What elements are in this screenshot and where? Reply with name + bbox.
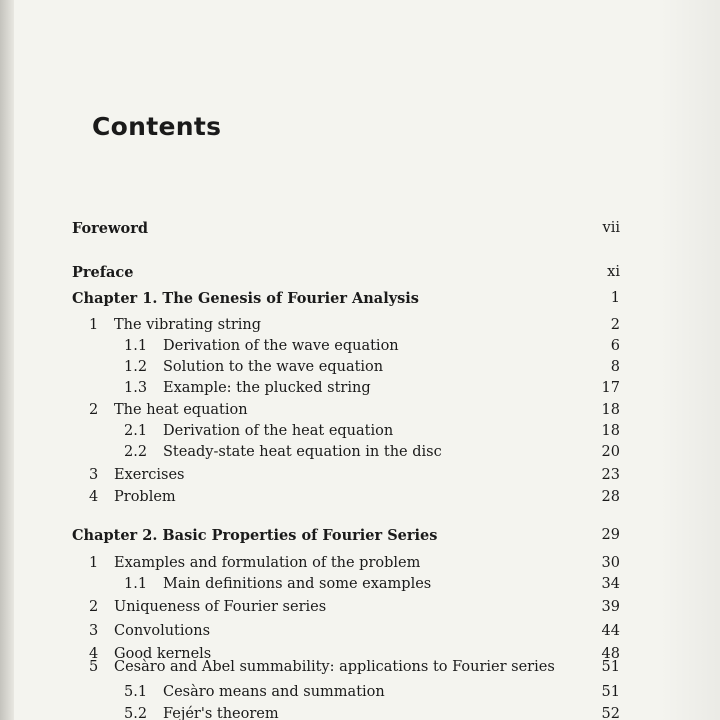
toc-entry-page: 18 [601, 423, 620, 439]
toc-entry-chapter-1 [72, 288, 620, 309]
toc-entry-title: Good kernels [114, 646, 212, 662]
toc-entry-number: 5 [89, 659, 99, 675]
toc-entry-number: 2.2 [124, 444, 148, 460]
toc-entry-section [72, 657, 620, 678]
toc-entry-title: Main definitions and some examples [163, 576, 432, 592]
toc-entry-number: 3 [89, 623, 99, 639]
toc-entry-title: Foreword [72, 220, 148, 237]
toc-entry-page: 44 [601, 623, 620, 639]
toc-entry-page: vii [602, 220, 620, 236]
toc-entry-number: 2 [89, 599, 99, 615]
toc-entry-section [72, 487, 620, 508]
toc-entry-title: Steady-state heat equation in the disc [163, 444, 442, 460]
toc-entry-title: Uniqueness of Fourier series [114, 599, 327, 615]
toc-entry-number: 1.1 [124, 338, 148, 354]
toc-entry-title: Derivation of the heat equation [163, 423, 394, 439]
book-page [14, 0, 720, 720]
toc-entry-subsection [72, 682, 620, 703]
toc-entry-foreword [72, 218, 620, 239]
toc-entry-chapter-2 [72, 525, 620, 546]
toc-entry-title: The heat equation [114, 402, 248, 418]
toc-entry-section [72, 621, 620, 642]
toc-entry-number: 1.3 [124, 380, 148, 396]
toc-entry-title: Derivation of the wave equation [163, 338, 399, 354]
toc-entry-number: 3 [89, 467, 99, 483]
toc-entry-section [72, 553, 620, 574]
toc-entry-subsection [72, 378, 620, 399]
toc-entry-number: 4 [89, 489, 99, 505]
toc-entry-page: 8 [610, 359, 620, 375]
toc-entry-subsection [72, 574, 620, 595]
toc-entry-title: Cesàro means and summation [163, 684, 385, 700]
toc-entry-page: 48 [601, 646, 620, 662]
toc-entry-page: 52 [601, 706, 620, 720]
toc-entry-title: Preface [72, 264, 134, 281]
toc-entry-number: 4 [89, 646, 99, 662]
toc-entry-section [72, 315, 620, 336]
toc-entry-title: Examples and formulation of the problem [114, 555, 421, 571]
toc-entry-page: xi [607, 264, 620, 280]
toc-entry-subsection [72, 357, 620, 378]
toc-entry-section [72, 597, 620, 618]
toc-entry-number: 1 [89, 317, 99, 333]
toc-entry-title: Chapter 1. The Genesis of Fourier Analysis [72, 290, 419, 307]
toc-entry-number: 1.1 [124, 576, 148, 592]
toc-entry-page: 6 [610, 338, 620, 354]
book-spine [0, 0, 14, 720]
toc-entry-title: Cesàro and Abel summability: applications to Fourier series [114, 659, 555, 675]
toc-entry-page: 39 [601, 599, 620, 615]
toc-entry-page: 34 [601, 576, 620, 592]
toc-entry-section [72, 400, 620, 421]
toc-entry-page: 17 [601, 380, 620, 396]
toc-entry-number: 1 [89, 555, 99, 571]
toc-entry-section [72, 465, 620, 486]
toc-entry-page: 23 [601, 467, 620, 483]
toc-entry-page: 29 [601, 527, 620, 543]
toc-entry-page: 28 [601, 489, 620, 505]
toc-entry-title: Example: the plucked string [163, 380, 371, 396]
toc-entry-title: Fejér's theorem [163, 706, 279, 720]
toc-entry-preface [72, 262, 620, 283]
toc-entry-number: 5.1 [124, 684, 148, 700]
toc-entry-subsection [72, 704, 620, 720]
toc-entry-title: Convolutions [114, 623, 211, 639]
toc-entry-page: 18 [601, 402, 620, 418]
toc-entry-title: Exercises [114, 467, 185, 483]
toc-entry-number: 2.1 [124, 423, 148, 439]
page-shadow [660, 0, 720, 720]
toc-entry-subsection [72, 336, 620, 357]
toc-entry-page: 2 [610, 317, 620, 333]
toc-entry-title: Chapter 2. Basic Properties of Fourier Series [72, 527, 438, 544]
toc-entry-number: 1.2 [124, 359, 148, 375]
toc-entry-page: 1 [610, 290, 620, 306]
page-title: Contents [92, 112, 222, 141]
toc-entry-title: Solution to the wave equation [163, 359, 384, 375]
toc-entry-number: 5.2 [124, 706, 148, 720]
toc-entry-number: 2 [89, 402, 99, 418]
toc-entry-page: 51 [601, 684, 620, 700]
toc-entry-title: The vibrating string [114, 317, 262, 333]
toc-entry-title: Problem [114, 489, 176, 505]
toc-entry-page: 51 [601, 659, 620, 675]
toc-entry-subsection [72, 442, 620, 463]
toc-entry-page: 20 [601, 444, 620, 460]
toc-entry-subsection [72, 421, 620, 442]
toc-entry-page: 30 [601, 555, 620, 571]
